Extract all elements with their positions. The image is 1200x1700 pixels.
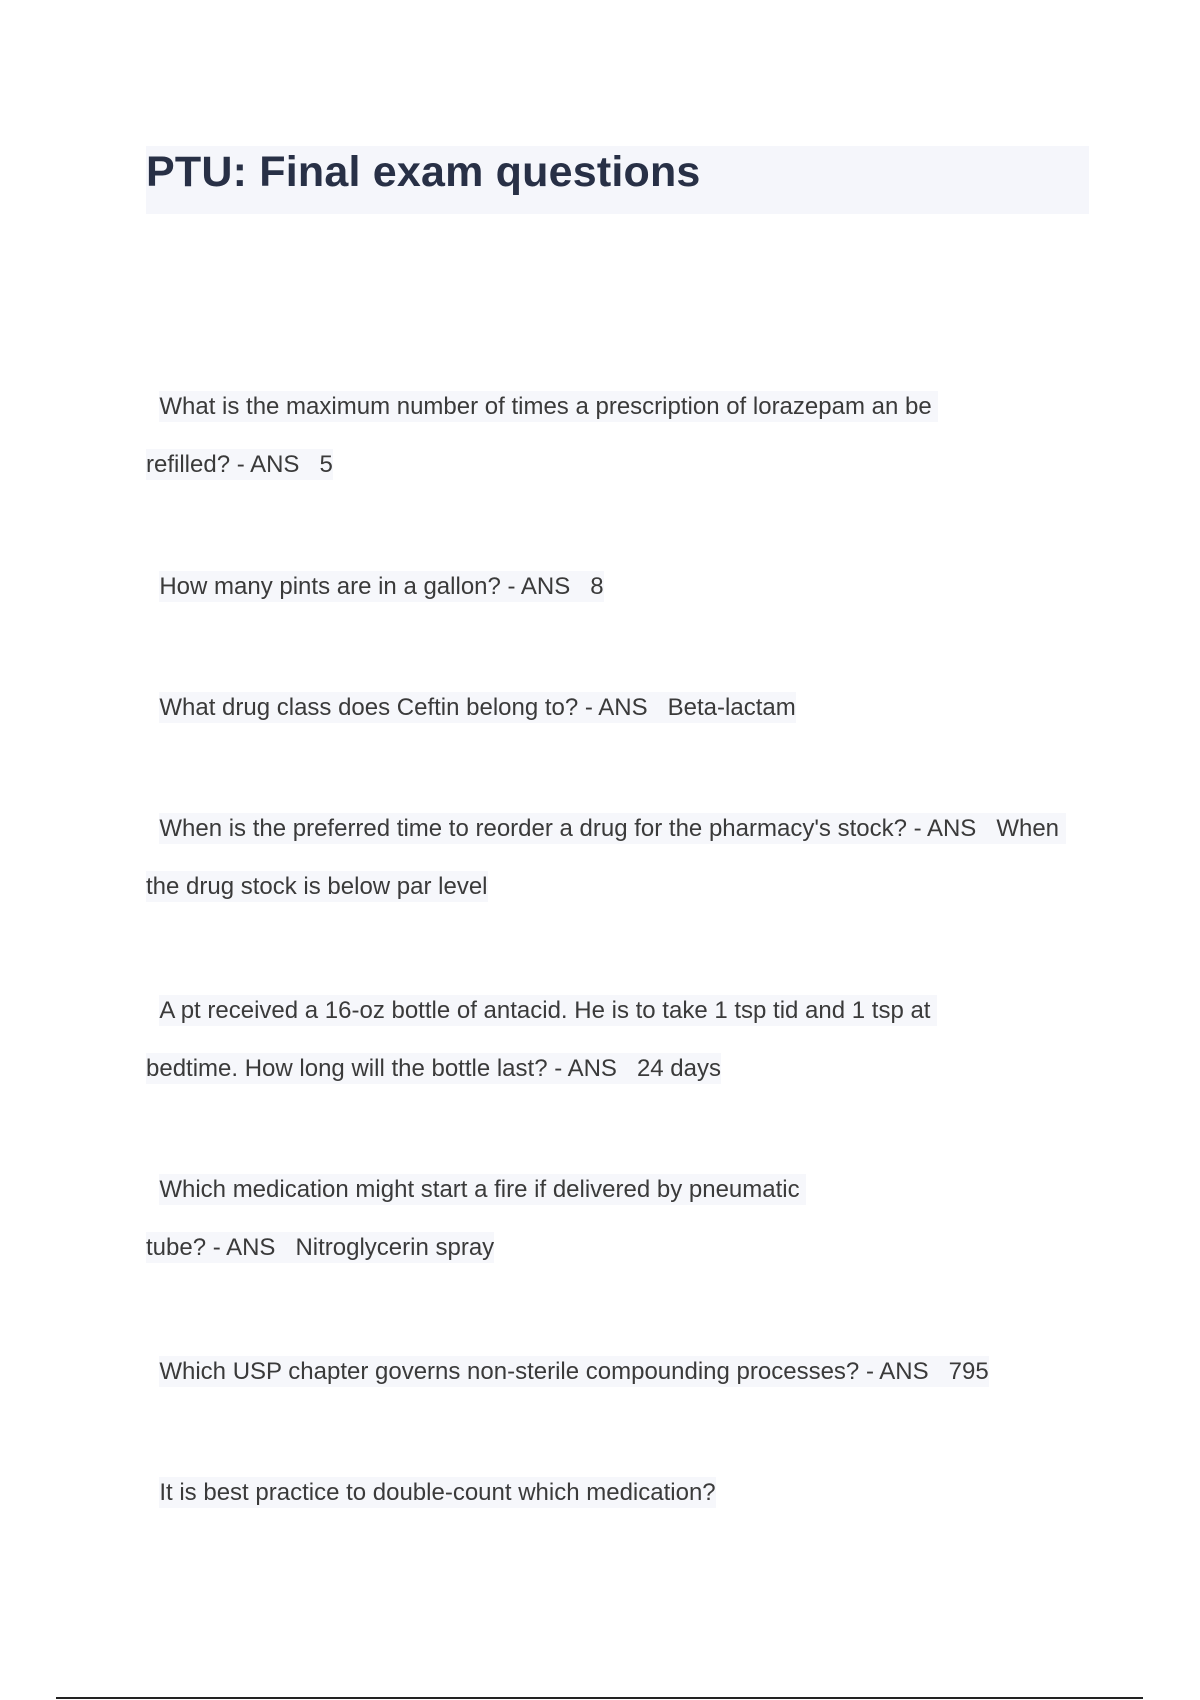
answer-text: 8 [590, 573, 604, 600]
qa-item-3 [146, 621, 1106, 737]
qa-item-1 [146, 320, 1106, 494]
qa-item-text: Which medication might start a fire if delivered by pneumatic tube? - ANS Nitroglycerin spray [146, 1176, 807, 1261]
answer-marker: ANS [226, 1234, 276, 1261]
answer-marker: ANS [879, 1358, 929, 1385]
question-text: How many pints are in a gallon? [159, 573, 501, 600]
page-title: PTU: Final exam questions [146, 148, 701, 196]
qa-item-text: How many pints are in a gallon? - ANS 8 [159, 573, 604, 600]
question-text: A pt received a 16-oz bottle of antacid. He is to take 1 tsp tid and 1 tsp at bedtime. How long will the bottle last? [146, 997, 938, 1082]
question-text: Which medication might start a fire if delivered by pneumatic tube? [146, 1176, 807, 1261]
answer-text: 24 days [636, 1055, 721, 1082]
question-text: What is the maximum number of times a prescription of lorazepam an be refilled? [146, 393, 939, 478]
qa-item-2 [146, 500, 1106, 616]
question-text: Which USP chapter governs non-sterile compounding processes? [159, 1358, 860, 1385]
answer-text: Beta-lactam [667, 694, 796, 721]
qa-item-text: When is the preferred time to reorder a drug for the pharmacy's stock? - ANS When the drug stock is below par level [146, 815, 1066, 900]
answer-text: When the drug stock is below par level [146, 815, 1066, 900]
question-text: What drug class does Ceftin belong to? [159, 694, 579, 721]
qa-item-text: A pt received a 16-oz bottle of antacid. He is to take 1 tsp tid and 1 tsp at bedtime. How long will the bottle last? - ANS 24 days [146, 997, 938, 1082]
footer-rule [56, 1697, 1143, 1699]
qa-item-6 [146, 1103, 1026, 1277]
answer-marker: ANS [250, 451, 300, 478]
qa-item-8 [146, 1406, 1106, 1522]
qa-item-text: What is the maximum number of times a prescription of lorazepam an be refilled? - ANS 5 [146, 393, 939, 478]
answer-marker: ANS [520, 573, 571, 600]
qa-item-5 [146, 924, 1026, 1098]
qa-item-text: Which USP chapter governs non-sterile compounding processes? - ANS 795 [159, 1358, 989, 1385]
answer-marker: ANS [567, 1055, 617, 1082]
answer-marker: ANS [598, 694, 648, 721]
question-text: It is best practice to double-count which medication? [159, 1479, 716, 1506]
qa-item-text: What drug class does Ceftin belong to? - ANS Beta-lactam [159, 694, 796, 721]
answer-text: 795 [948, 1358, 989, 1385]
answer-text: Nitroglycerin spray [295, 1234, 495, 1261]
qa-item-4 [146, 742, 1066, 916]
answer-marker: ANS [926, 815, 977, 842]
qa-item-text [159, 1477, 715, 1508]
answer-text: 5 [319, 451, 333, 478]
question-text: When is the preferred time to reorder a drug for the pharmacy's stock? [159, 815, 907, 842]
qa-item-7 [146, 1285, 1106, 1401]
